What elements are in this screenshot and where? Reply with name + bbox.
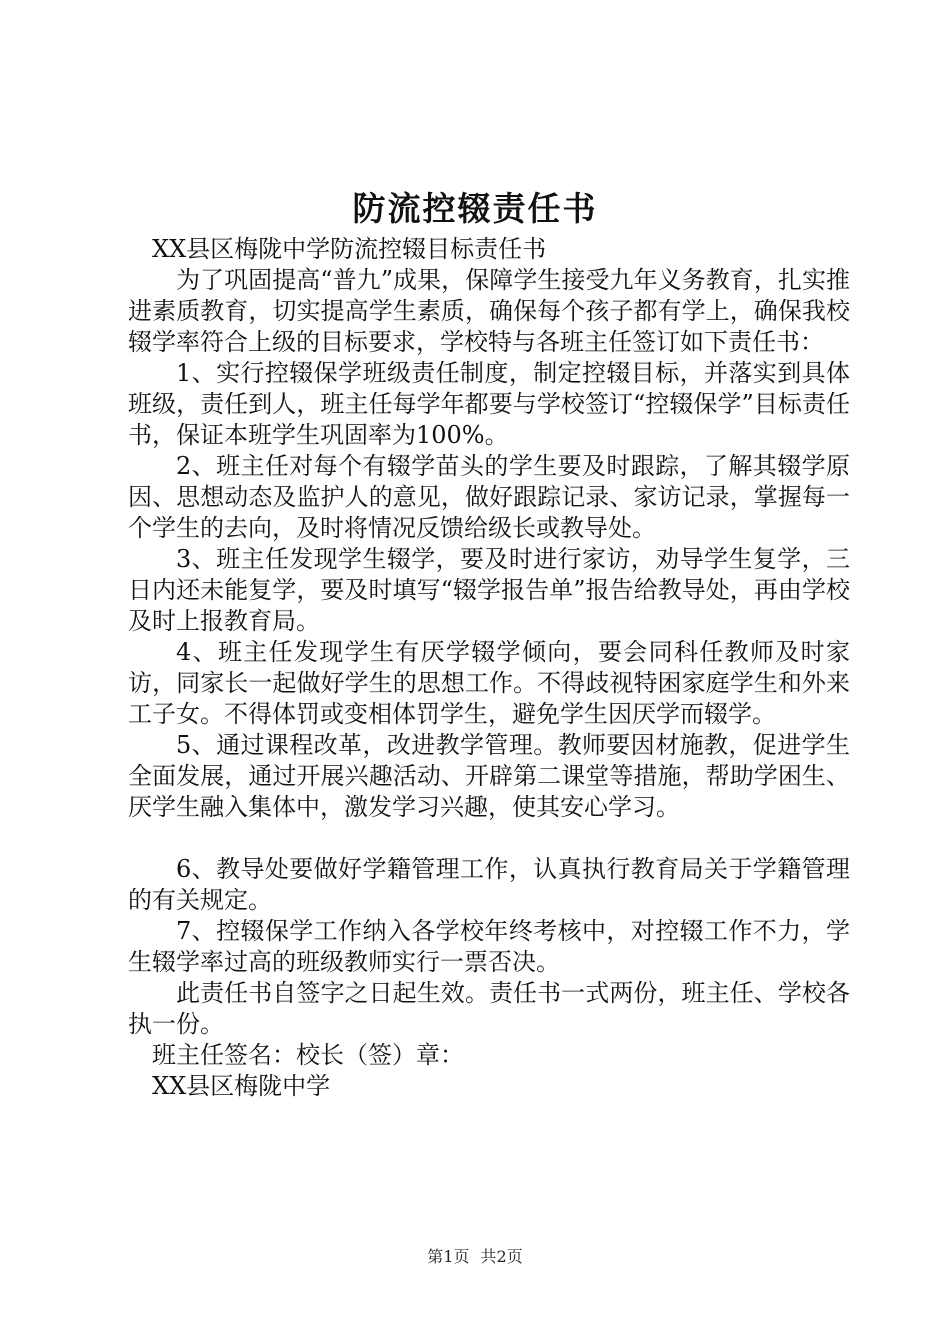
school-name: XX县区梅陇中学 xyxy=(152,1072,331,1100)
clause-4: 4、班主任发现学生有厌学辍学倾向，要会同科任教师及时家访，同家长一起做好学生的思想工作。不得歧视特困家庭学生和外来工子女。不得体罚或变相体罚学生，避免学生因厌学而辍学。 xyxy=(128,638,850,728)
clause-1: 1、实行控辍保学班级责任制度，制定控辍目标，并落实到具体班级，责任到人，班主任每学年都要与学校签订“控辍保学”目标责任书，保证本班学生巩固率为100%。 xyxy=(128,359,850,449)
clause-3: 3、班主任发现学生辍学，要及时进行家访，劝导学生复学，三日内还未能复学，要及时填写“辍学报告单”报告给教导处，再由学校及时上报教育局。 xyxy=(128,545,850,635)
document-title: 防流控辍责任书 xyxy=(352,189,598,228)
intro-paragraph: 为了巩固提高“普九”成果，保障学生接受九年义务教育，扎实推进素质教育，切实提高学生素质，确保每个孩子都有学上，确保我校辍学率符合上级的目标要求，学校特与各班主任签订如下责任书： xyxy=(128,266,850,356)
document-subtitle: XX县区梅陇中学防流控辍目标责任书 xyxy=(152,235,547,263)
page-number: 第1页 xyxy=(427,1247,470,1266)
clause-7: 7、控辍保学工作纳入各学校年终考核中，对控辍工作不力，学生辍学率过高的班级教师实行一票否决。 xyxy=(128,917,850,976)
clause-2: 2、班主任对每个有辍学苗头的学生要及时跟踪，了解其辍学原因、思想动态及监护人的意见，做好跟踪记录、家访记录，掌握每一个学生的去向，及时将情况反馈给级长或教导处。 xyxy=(128,452,850,542)
page-total: 共2页 xyxy=(480,1247,523,1266)
clause-5: 5、通过课程改革，改进教学管理。教师要因材施教，促进学生全面发展，通过开展兴趣活动、开辟第二课堂等措施，帮助学困生、厌学生融入集体中，激发学习兴趣，使其安心学习。 xyxy=(128,731,850,821)
closing-paragraph: 此责任书自签字之日起生效。责任书一式两份，班主任、学校各执一份。 xyxy=(128,979,850,1038)
signature-line: 班主任签名：校长（签）章： xyxy=(152,1041,464,1069)
page-footer xyxy=(0,1244,950,1267)
document-body xyxy=(128,234,850,1102)
clause-6: 6、教导处要做好学籍管理工作，认真执行教育局关于学籍管理的有关规定。 xyxy=(128,855,850,914)
